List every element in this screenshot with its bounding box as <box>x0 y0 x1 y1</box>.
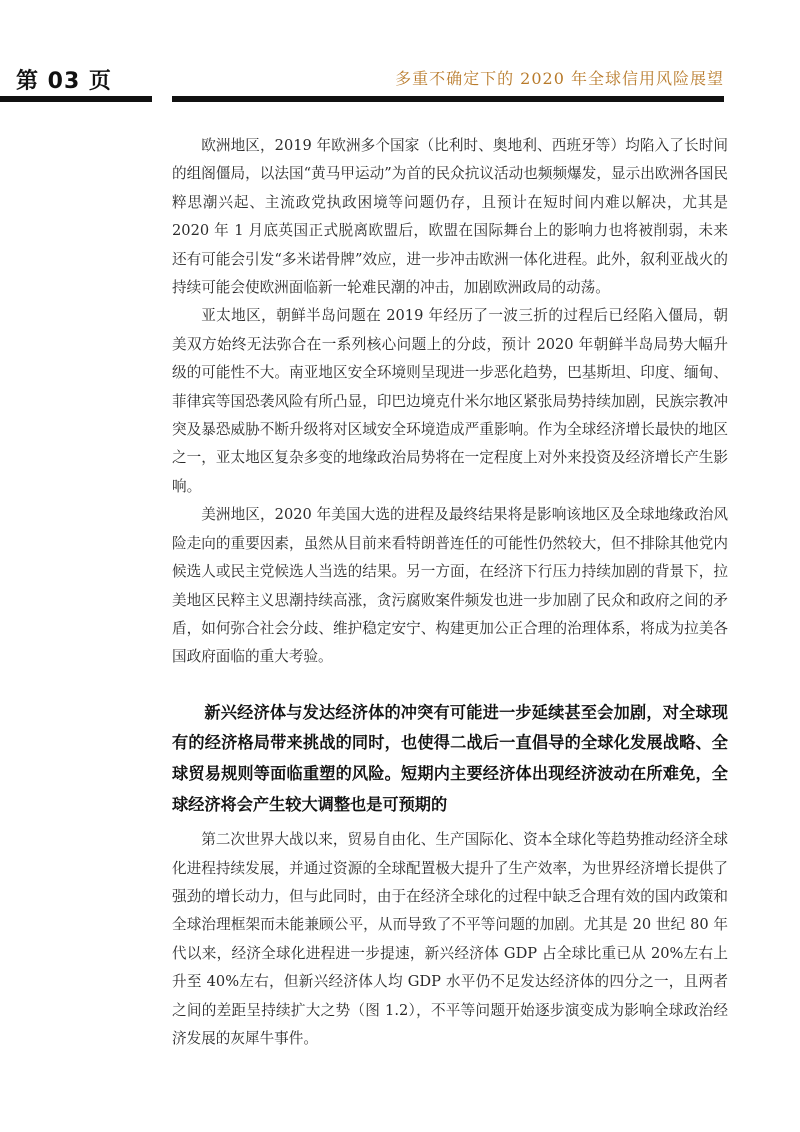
header-rule-right <box>172 96 724 102</box>
paragraph-americas: 美洲地区，2020 年美国大选的进程及最终结果将是影响该地区及全球地缘政治风险走向的重要因素，虽然从目前来看特朗普连任的可能性仍然较大，但不排除其他党内候选人或民主党候选人当选的结果。另一方面，在经济下行压力持续加剧的背景下，拉美地区民粹主义思潮持续高涨，贪污腐败案件频发也进一步加剧了民众和政府之间的矛盾，如何弥合社会分歧、维护稳定安宁、构建更加公正合理的治理体系，将成为拉美各国政府面临的重大考验。 <box>172 506 728 666</box>
header-rule-left <box>0 96 152 102</box>
paragraph-europe: 欧洲地区，2019 年欧洲多个国家（比利时、奥地利、西班牙等）均陷入了长时间的组阁僵局，以法国“黄马甲运动”为首的民众抗议活动也频频爆发，显示出欧洲各国民粹思潮兴起、主流政党执政困境等问题仍存，且预计在短时间内难以解决，尤其是 2020 年 1 月底英国正式脱离欧盟后，欧盟在国际舞台上的影响力也将被削弱，未来还有可能会引发“多米诺骨牌”效应，进一步冲击欧洲一体化进程。此外，叙利亚战火的持续可能会使欧洲面临新一轮难民潮的冲击，加剧欧洲政局的动荡。 <box>172 137 728 297</box>
main-content <box>172 132 728 1053</box>
page-number: 第 03 页 <box>16 69 112 94</box>
section-heading: 新兴经济体与发达经济体的冲突有可能进一步延续甚至会加剧，对全球现有的经济格局带来挑战的同时，也使得二战后一直倡导的全球化发展战略、全球贸易规则等面临重塑的风险。短期内主要经济体出现经济波动在所难免，全球经济将会产生较大调整也是可预期的 <box>172 702 728 814</box>
document-title: 多重不确定下的 2020 年全球信用风险展望 <box>395 69 724 88</box>
paragraph-globalization: 第二次世界大战以来，贸易自由化、生产国际化、资本全球化等趋势推动经济全球化进程持续发展，并通过资源的全球配置极大提升了生产效率，为世界经济增长提供了强劲的增长动力，但与此同时，由于在经济全球化的过程中缺乏合理有效的国内政策和全球治理框架而未能兼顾公平，从而导致了不平等问题的加剧。尤其是 20 世纪 80 年代以来，经济全球化进程进一步提速，新兴经济体 GDP 占全球比重已从 20%左右上升至 40%左右，但新兴经济体人均 GDP 水平仍不足发达经济体的四分之一，且两者之间的差距呈持续扩大之势（图 1.2），不平等问题开始逐步演变成为影响全球政治经济发展的灰犀牛事件。 <box>172 831 728 1047</box>
paragraph-asia-pacific: 亚太地区，朝鲜半岛问题在 2019 年经历了一波三折的过程后已经陷入僵局，朝美双方始终无法弥合在一系列核心问题上的分歧，预计 2020 年朝鲜半岛局势大幅升级的可能性不大。南亚地区安全环境则呈现进一步恶化趋势，巴基斯坦、印度、缅甸、菲律宾等国恐袭风险有所凸显，印巴边境克什米尔地区紧张局势持续加剧，民族宗教冲突及暴恐威胁不断升级将对区域安全环境造成严重影响。作为全球经济增长最快的地区之一，亚太地区复杂多变的地缘政治局势将在一定程度上对外来投资及经济增长产生影响。 <box>172 307 728 495</box>
